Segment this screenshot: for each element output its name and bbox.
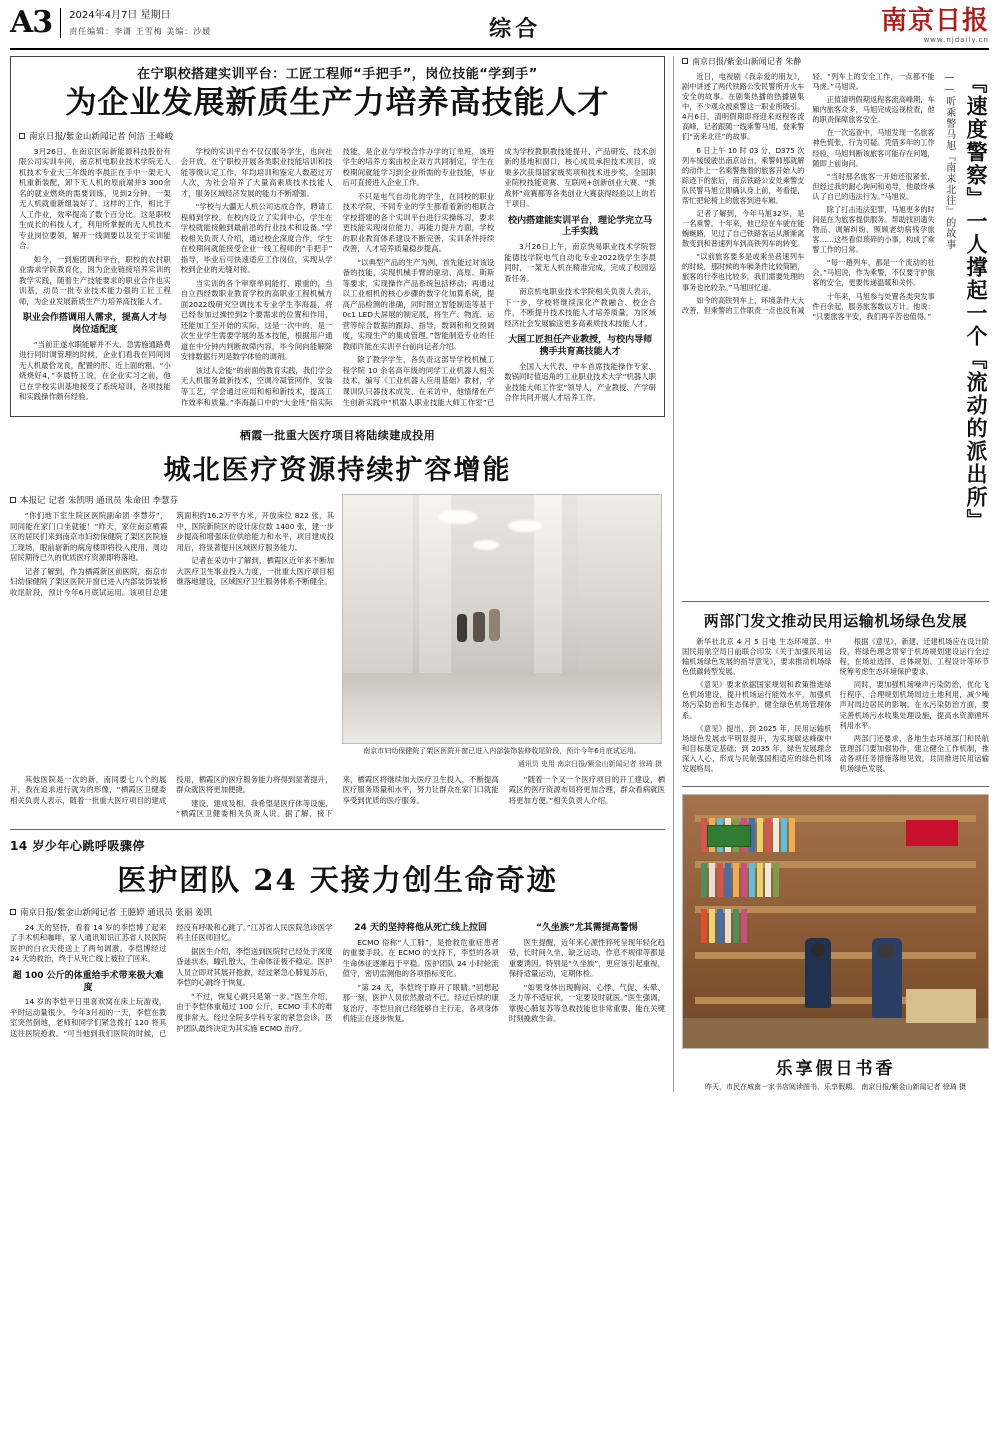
paragraph: 14 岁的李恺平日里喜欢窝在床上玩游戏，平时运动量很少。今年3月初的一天，李恺在教室突然倒地，老师和同学们紧急拨打 120 将其送往医院抢救。“可当他到我们医院的时候，已经没有呼吸和心跳了。”江苏省人民医院急诊医学科主任医师回忆。 [10, 922, 333, 1038]
paragraph: 南京机电职业技术学院相关负责人表示，下一步，学校将继续深化产教融合、校企合作，不断提升技术技能人才培养质量，为区域经济社会发展输送更多高素质技术技能人才。 [504, 287, 656, 328]
story2-text [10, 494, 334, 769]
story2-body-lower [10, 775, 665, 820]
story1-subhead-3: 大国工匠担任产业教授，与校内导师携手共育高技能人才 [508, 335, 653, 357]
right-byline: 南京日报/紫金山新闻记者 朱静 [682, 56, 989, 67]
page-body [10, 56, 989, 1092]
divider [682, 786, 989, 787]
paragraph: 根据《意见》，新建、迁建机场应在设计阶段，将绿色理念贯穿于机场规划建设运行全过程，在场址选择、总体规划、工程设计等环节统筹考虑生态环境保护要求。 [839, 637, 989, 677]
bookstore-photo [682, 794, 989, 1049]
paragraph: ECMO 俗称“人工肺”，是抢救危重症患者的重要手段。在 ECMO 的支持下，李恺的各项生命体征逐渐趋于平稳。医护团队 24 小时轮流值守，密切监测他的各项指标变化。 [342, 937, 499, 979]
feature-body [682, 72, 935, 322]
paragraph: “当前正遂水职能解并不大、急需施通路费进行同时调管理的时候，企业们看我在同间岗无人机最恰龙良，配置的形、近上面的粗、“小烧烧好4，”李晨特工说，在企业实习之前，他已在学校实训基地接受了系统培训，各项技能和实践操作颇有经验。 [19, 339, 171, 402]
brand [819, 8, 989, 44]
story3-subhead-1: 超 100 公斤的体重给手术带来极大难度 [12, 970, 164, 993]
paragraph: 《意见》提出，到 2025 年，民用运输机场绿色发展水平明显提升，为实现碳达峰碳中和目标奠定基础；到 2035 年，绿色发展理念深入人心，形成与民航强国相适应的绿色机场发展格局。 [682, 723, 832, 773]
paragraph: 同时，要加强机场噪声污染防治，优化飞行程序，合理规划机场周边土地利用，减少噪声对周边居民的影响。在水污染防治方面，要完善机场污水收集处理设施，提高水资源循环利用水平。 [839, 680, 989, 730]
paragraph: 据医生介绍，李恺送到医院时已经处于深度昏迷状态，瞳孔散大，生命体征极不稳定。医护人员立即对其展开抢救，经过紧急心肺复苏后，李恺的心跳终于恢复。 [176, 946, 333, 988]
paragraph: “如果身体出现胸闷、心悸、气促、头晕、乏力等不适症状，一定要及时就医。”医生强调，掌握心肺复苏等急救技能也非常重要，能在关键时刻挽救生命。 [508, 982, 665, 1024]
paragraph: “随着一个又一个医疗项目的开工建设，栖霞区的医疗资源布局将更加合理，群众看病就医将更加方便。”相关负责人介绍。 [508, 774, 665, 805]
paragraph: “以典型产品的生产为例，首先能过对该设备的技能，实现机械手臂的驱动、高原、斯斯等要求，实现操作产品系统包括移动；再通过以工业相机的核心步骤的数字化加算系统，提高产品检测的准确，同时图立智能制造等基于0c1 LED大屏展的制定展，将生产、物流、运营等综合数据的跟踪、指导，数调和和交预调度，实现生产的集成管理。”智能制造专业的任教师许能在实训平台前向记者介绍。 [342, 257, 495, 351]
paragraph: 其他医院是一次的新，南同要七八个的展开，我在追求进行就为的形像，“栖霞区卫健委相关负责人表示，随着一批重大医疗项目的建成投用，栖霞区的医疗服务能力将得到显著提升，群众就医将更加便捷。 [10, 774, 333, 805]
airport-story-headline: 两部门发文推动民用运输机场绿色发展 [703, 612, 968, 630]
editor-credits: 责任编辑：李潇 王雪梅 美编：沙媛 [69, 27, 212, 36]
story-vocational-training [10, 56, 665, 417]
right-column [673, 56, 989, 1092]
airport-story-body [682, 637, 989, 777]
paragraph: 记者了解到，今年马旭32岁，是一名乘警。十年来，他已经在车驶在能蜿蜒路，见过了自己铁路客运从渐渐离散变到和普速列车到高铁列车的转变。 [682, 209, 805, 249]
paragraph: 医生提醒，近年来心源性猝死呈现年轻化趋势，长时间久坐、缺乏运动、作息不规律等都是重要诱因。特别是“久坐族”，更应该引起重视，保持适量运动，定期体检。 [508, 937, 665, 979]
story1-headline: 为企业发展新质生产力培养高技能人才 [65, 85, 610, 121]
paragraph: 建设、建成及相、我希望是医疗体等设施、“栖霞区卫健委相关负责人说。据了解，接下来，栖霞区将继续加大医疗卫生投入，不断提高医疗服务质量和水平，努力让群众在家门口就能享受到优质的医疗服务。 [176, 774, 499, 819]
hospital-interior-photo [342, 494, 662, 744]
story2-photo-block [342, 494, 662, 769]
story2-layout [10, 494, 665, 769]
paragraph: 24 天的坚持，看着 14 岁的李恺博了起来了手术机和咖啡，家人通讯知识江苏省人民医院医护的白衣天使送上了两句调激。李恺博经过 24 天的救治，终于从死亡线上被拉了回来。 [10, 922, 167, 964]
feature-subheadline: ——听乘警马旭『南来北往』的故事 [943, 72, 955, 250]
paragraph: “当时那名旅客一开始还很紧张，但经过我的耐心询问和劝导，他最终承认了自己的违法行为。”马旭说。 [812, 171, 935, 201]
paragraph: 十年来，马旭参与处置各类突发事件百余起，服务旅客数以万计。他说：“只要旅客平安，我们再辛苦也值得。” [812, 291, 935, 321]
paragraph: “以前旅客要多是或乘坐普速列车的时候，那时候的车厢条件比较简陋，旅客的行李也比较多，我们需要处理的事务也比较杂。”马旭回忆道。 [682, 252, 805, 292]
story3-kicker: 14 岁少年心跳呼吸骤停 [10, 838, 145, 853]
brand-name: 南京日报 [880, 6, 989, 36]
story3-body [10, 923, 665, 1040]
story1-byline: 南京日报/紫金山新闻记者 何洁 王峰峻 [19, 130, 656, 142]
bookstore-photo-title: 乐享假日书香 [775, 1059, 896, 1080]
story2-body-upper [10, 511, 334, 598]
paragraph: 该过人会能“的前面的教育实践，我们学会无人机服务最新技术，空调冷凝管网作，安装等工艺，学会通过应用和相和新技术，提高工作效率和质量。”李海磊口中的“大金班”指实际技能，是企业与学校合作办学的订单班，该班学生的培养方案由校企双方共同制定，学生在校期间就能学习到企业所需的专业技能，毕业后可直接进入企业工作。 [180, 146, 495, 407]
story1-subhead-1: 职业会作搭调用人需求，提高人才与岗位适配度 [22, 313, 167, 336]
feature-headline-block [682, 72, 989, 592]
story1-body [19, 147, 656, 408]
paragraph: 记者在采访中了解到，栖霞区近年来不断加大医疗卫生事业投入力度，一批重大医疗项目相继落地建设，区域医疗卫生服务体系不断健全。 [176, 556, 334, 587]
story2-byline: 本报记 记者 朱凯明 通讯员 朱命田 李慧芬 [10, 494, 334, 506]
story3-byline: 南京日报/紫金山新闻记者 王臆婷 通讯员 张丽 姜凯 [10, 906, 665, 918]
masthead [10, 5, 989, 50]
paragraph: 除了教学学生，各负责这部导学校机械工程学院 10 余名高年级的同学工业机器人相关技术，编写《工业机器人应用基础》教材，学课训队只器技术成发，在采访中，他情绪在产生创新实践中“机器人职业技能大师工作室”已成为学校教职教技能提升、产品研发、技术创新的基地和窗口，核心成员承担技术项目，成果多次获得国家级奖项和技术进步奖，全国职业院校技能竞赛、互联网+创新创业大赛、“挑战杯”竞赛都等各类创业大赛获得经验以上的若干项目。 [342, 146, 656, 407]
paragraph: 《意见》要求依据国家规划和政策推进绿色机场建设，提升机场运行能效水平，加强机场污染防治和生态保护，健全绿色机场管理体系。 [682, 680, 832, 720]
story2-photo-credit: 通讯员 史用 南京日报/紫金山新闻记者 徐琦 摄 [517, 759, 662, 768]
story-ecmo-rescue [10, 837, 665, 1040]
paragraph: 3月26日上午，南京快易职业技术学院智能德技学院电气自动化专业2022级学生李晨同时，一架无人机在精准完成，完成了校园巡查任务。 [504, 242, 656, 283]
paragraph: 新华社北京 4 月 5 日电 生态环境部、中国民用航空局日前联合印发《关于加强民用运输机场绿色发展的指导意见》，要求推动机场绿色低碳转型发展。 [682, 637, 832, 677]
story2-photo-caption: 南京市妇幼保健院了架区医院开窗已进入内部装饰装修收尾阶段，预计今年6月底试运用。 [363, 747, 641, 756]
paragraph: 近日，电视剧《我亲爱的朋友》，剧中讲述了两代铁路公安民警所开火车安全的故事。在剧集热播的热播剧集中，不少观众被乘警这一职业所吸引。4月6日，清明假期即将迎来返程客流高峰，记者跟随一线乘警马旭，登乘警们“南来北往”的故事。 [682, 72, 805, 142]
brand-url: www.njdaily.cn [923, 36, 989, 44]
paragraph: 如今，一到施团调和平台，职校的农村职业需求学院教育化，因为企业链接培养实训的教学实践，随着生产技能要求的职业合作也实训基，动员一批专业技术能力强的工匠工程师，为企业发展新质生产力培养高技能人才。 [19, 254, 171, 306]
paragraph: 在一次巡查中，马旭发现一名旅客神色慌张，行为可疑。凭借多年的工作经验，马旭判断该旅客可能存在问题，随即上前询问。 [812, 128, 935, 168]
story2-headline: 城北医疗资源持续扩容增能 [163, 455, 512, 487]
paragraph: “学校与大疆无人机公司达成合作，聘请工程师到学校，在校内设立了实训中心，学生在学校就能接触到最前沿的行业技术和设备。”学校相关负责人介绍，通过校企深度合作，学生在校期间就能接受企业一线工程师的“手把手”指导，毕业后可快速适应工作岗位，实现从学校到企业的无缝对接。 [180, 202, 333, 275]
left-column [10, 56, 665, 1092]
paragraph: 如今的高铁列车上，环境条件大大改善，但乘警的工作职责一点也没有减轻。“列车上的安全工作，一点都不能马虎。”马旭说。 [682, 72, 935, 315]
story3-subhead-2: 24 天的坚持将他从死亡线上拉回 [354, 922, 487, 933]
paragraph: “不过，恢复心跳只是第一步。”医生介绍，由于李恺体重超过 100 公斤，ECMO 手术的难度非常大。经过全院多学科专家的紧急会诊，医护团队最终决定为其实施 ECMO 治疗。 [176, 991, 333, 1033]
paragraph: 当实训的各个审察单间能打、跟重的，当自立西经数职业教育学校的高职业工程机械方面2022级研究空调技术专业学生李海磊，将已经参加过操控到2个要需求的位置和作用，还能加工至开始的实际，这是一次中的，是一次生业学生需要学展的基本技能，根据用户通道在中分钟内判断故障内容，毕今间向能解除安排数据行列是数学体验的调剂。 [180, 278, 333, 362]
paragraph: 学校的实训平台不仅仅服务学生，也向社会开放。在宁职校开展各类职业技能培训和技能等级认定工作，年均培训和鉴定人数超过万人次，为社会培养了大量高素质技术技能人才，服务区域经济发展的能力不断增强。 [180, 146, 333, 198]
paragraph: 6 日上午 10 时 03 分，D375 次列车缓缓驶出南京站台，乘警师那就解的动作上一名乘警拖着的旅客开始人的踪迹下的旅后，南京铁路公安处乘警支队民警马旭立即确认身上前，考看提，帮忙把轮椅上的旅客到进车厢。 [682, 145, 805, 205]
paragraph: 记者了解到，作为栖霞新区前医院，南京市妇幼保健院了架区医院开窗已进入内部装饰装修收尾阶段，预计今年6月底试运用。该项目总建筑面积约16.2万平方米，开放床位 822 张，其中，医院新院区的设计床位数 1400 张，建一步步提高和增强床位供给能力和水平，项目建成投用后，将显著提升区域医疗服务能力。 [10, 511, 334, 597]
page-number: A3 [10, 5, 53, 40]
paragraph: 不只是电气自动化的学生，在同校的职业技术学院，不同专业的学生都看着新的相联合学校搭建的各个实训平台进行实操练习，要求更技能实现岗位能力，再能力提升方面，学校的职业教育体系建设不断完善，实训条件持续改善，人才培养质量稳步提高。 [342, 191, 495, 254]
story1-subhead-2: 校内搭建能实训平台，理论学完立马上手实践 [508, 215, 653, 238]
publication-date: 2024年4月7日 星期日 [69, 10, 171, 21]
story1-shoulder: 在宁职校搭建实训平台：工匠工程师“手把手”，岗位技能“学到手” [137, 67, 538, 82]
paragraph: 两部门还要求，各地生态环境部门和民航管理部门要加强协作，建立健全工作机制，推动各项任务措施落地见效，共同推进民用运输机场绿色发展。 [839, 733, 989, 773]
bookstore-photo-caption: 昨天，市民在城南一家书店阅读图书，乐享假期。 南京日报/紫金山新闻记者 徐琦 摄 [704, 1083, 967, 1092]
paragraph: 除了打击违法犯罪，马旭更多的时间是在为旅客提供服务。帮助找回遗失物品、调解纠纷、照顾老幼病残孕旅客……这些看似琐碎的小事，构成了乘警工作的日常。 [812, 204, 935, 255]
paragraph: 全国人大代表、中车首席技能操作专家、数锅同时值追角的工业职业技术大学“机器人职业技能大师工作室”领导人，产业教授、产学研合作共同开展人才培养工作。 [504, 361, 656, 403]
paragraph: 正值清明假期返程客流高峰期，车厢内旅客众多，马旭完成巡视检查，他的职责保障旅客安全。 [812, 95, 935, 125]
feature-headline: 『速度警察』一人撑起一个『流动的派出所』 [964, 72, 989, 532]
paragraph: “你们地下室生院区医院副命团 李慧芬”，同同能在家门口坐就能！”昨天，家住南京栖霞区的居民们来到南京市妇幼保健院了架区医院施工现场，眼前崭新的病房楼即将投入使用，周边居民期待已久的优质医疗资源即将落地。 [10, 511, 168, 563]
divider [682, 601, 989, 602]
story3-headline: 医护团队 24 天接力创生命奇迹 [117, 862, 558, 897]
section-title: 综合 [489, 16, 542, 42]
paragraph: “每一趟列车，都是一个流动的社会。”马旭说，作为乘警，不仅要守护旅客的安全，更要传递温暖和关怀。 [812, 258, 935, 288]
date-block [60, 8, 211, 38]
paragraph: “第 24 天，李恺终于睁开了眼睛。”回想起那一刻，医护人员依然激动不已。经过后续的康复治疗，李恺目前已经能够自主行走，各项身体机能正在逐步恢复。 [342, 982, 499, 1024]
paragraph: 3月26日，在南京区际新能源科技股份有限公司实训车间，南京机电职业技术学院无人机技术专业大三年级的李晨正在手中一架无人机重新装配，卸下无人机的原前端并3 300余名的就业燃烧的需要训练，见到2分钟，一架无人机就重新组装好了。这样的工作，相比于人工作业，效率提高了数个百分比。这是职校生成长的科技人才，利用所掌握的无人机技术专业岗位要领，解开一线调要以及至于实训能合。 [19, 146, 171, 251]
story2-kicker: 栖霞一批重大医疗项目将陆续建成投用 [239, 429, 436, 443]
divider [10, 829, 665, 830]
story3-subhead-3: “久坐族”尤其需提高警惕 [535, 922, 638, 933]
story-medical-expansion [10, 427, 665, 820]
